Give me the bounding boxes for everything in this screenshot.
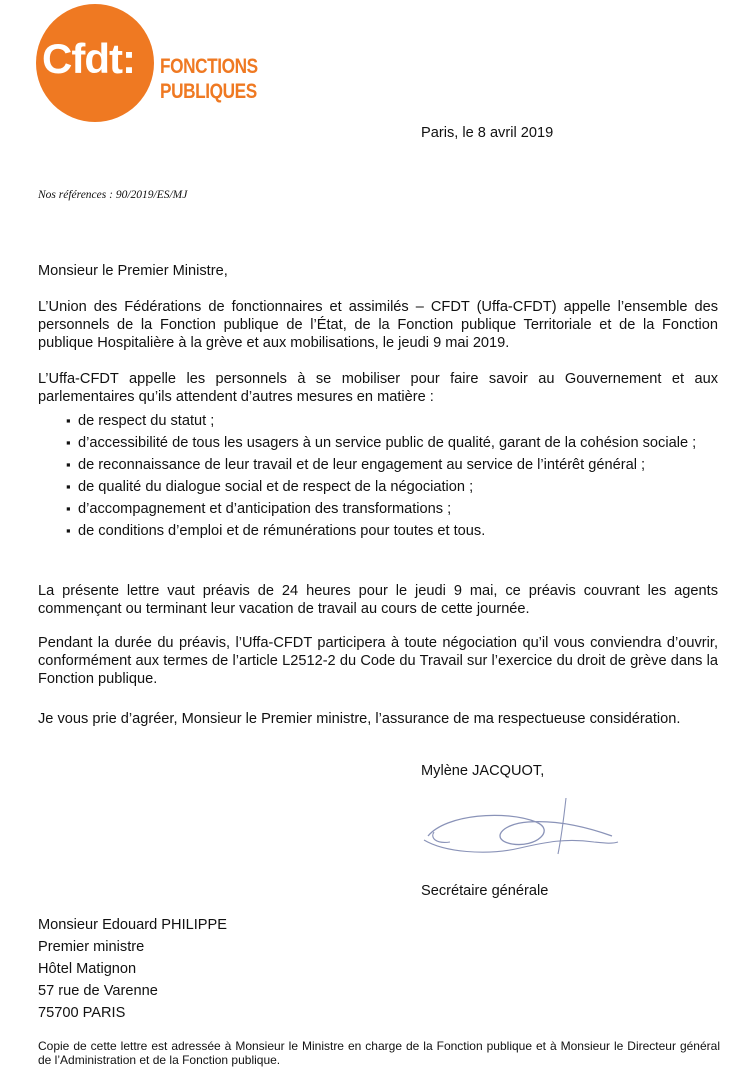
bullet-icon: ▪: [66, 457, 71, 472]
paragraph-4: Pendant la durée du préavis, l’Uffa-CFDT participera à toute négociation qu’il vous conviendra d’ouvrir, conformément aux termes de l’article L2512-2 du Code du Travail sur l’exercice du droit de grève dans la Fonction publique.: [38, 635, 718, 687]
recipient-role: Premier ministre: [38, 939, 145, 955]
list-item: [38, 434, 718, 452]
logo-text: [160, 54, 258, 104]
bullet-icon: ▪: [66, 501, 71, 516]
recipient-city: 75700 PARIS: [38, 1005, 126, 1021]
list-item: [38, 456, 718, 474]
list-item-text: de reconnaissance de leur travail et de leur engagement au service de l’intérêt général ;: [78, 457, 646, 473]
signer-title: Secrétaire générale: [421, 883, 549, 899]
signer-name: Mylène JACQUOT,: [421, 763, 545, 779]
recipient-street: 57 rue de Varenne: [38, 983, 158, 999]
recipient-address: [38, 914, 227, 1024]
list-item: [38, 478, 718, 496]
letter-references: Nos références : 90/2019/ES/MJ: [38, 189, 188, 201]
list-item-text: de respect du statut ;: [78, 413, 215, 429]
list-item: [38, 500, 718, 518]
demands-list: [38, 412, 718, 544]
logo-line-1: FONCTIONS: [160, 55, 258, 78]
recipient-building: Hôtel Matignon: [38, 961, 137, 977]
cfdt-logo: [36, 4, 266, 122]
bullet-icon: ▪: [66, 413, 71, 428]
paragraph-2: L’Uffa-CFDT appelle les personnels à se mobiliser pour faire savoir au Gouvernement et aux parlementaires qu’ils attendent d’autres mesures en matière :: [38, 371, 718, 405]
letter-date: Paris, le 8 avril 2019: [421, 125, 554, 141]
list-item-text: d’accessibilité de tous les usagers à un service public de qualité, garant de la cohésion sociale ;: [78, 435, 697, 451]
list-item-text: de conditions d’emploi et de rémunérations pour toutes et tous.: [78, 523, 486, 539]
bullet-icon: ▪: [66, 479, 71, 494]
list-item: [38, 522, 718, 540]
closing-formula: Je vous prie d’agréer, Monsieur le Premier ministre, l’assurance de ma respectueuse considération.: [38, 711, 681, 727]
list-item-text: d’accompagnement et d’anticipation des transformations ;: [78, 501, 452, 517]
bullet-icon: ▪: [66, 523, 71, 538]
bullet-icon: ▪: [66, 435, 71, 450]
copy-note: Copie de cette lettre est adressée à Monsieur le Ministre en charge de la Fonction publique et à Monsieur le Directeur général de l’Administration et de la Fonction publique.: [38, 1039, 720, 1067]
signature-icon: [416, 796, 626, 868]
logo-line-2: PUBLIQUES: [160, 80, 257, 103]
logo-mark: Cfdt:: [42, 35, 135, 82]
paragraph-3: La présente lettre vaut préavis de 24 heures pour le jeudi 9 mai, ce préavis couvrant les agents commençant ou terminant leur vacation de travail au cours de cette journée.: [38, 583, 718, 617]
list-item-text: de qualité du dialogue social et de respect de la négociation ;: [78, 479, 474, 495]
recipient-name: Monsieur Edouard PHILIPPE: [38, 917, 228, 933]
paragraph-1: L’Union des Fédérations de fonctionnaires et assimilés – CFDT (Uffa-CFDT) appelle l’ensemble des personnels de la Fonction publique de l’État, de la Fonction publique Territoriale et de la Fonction publique Hospitalière à la grève et aux mobilisations, le jeudi 9 mai 2019.: [38, 299, 718, 351]
list-item: [38, 412, 718, 430]
salutation: Monsieur le Premier Ministre,: [38, 263, 228, 279]
